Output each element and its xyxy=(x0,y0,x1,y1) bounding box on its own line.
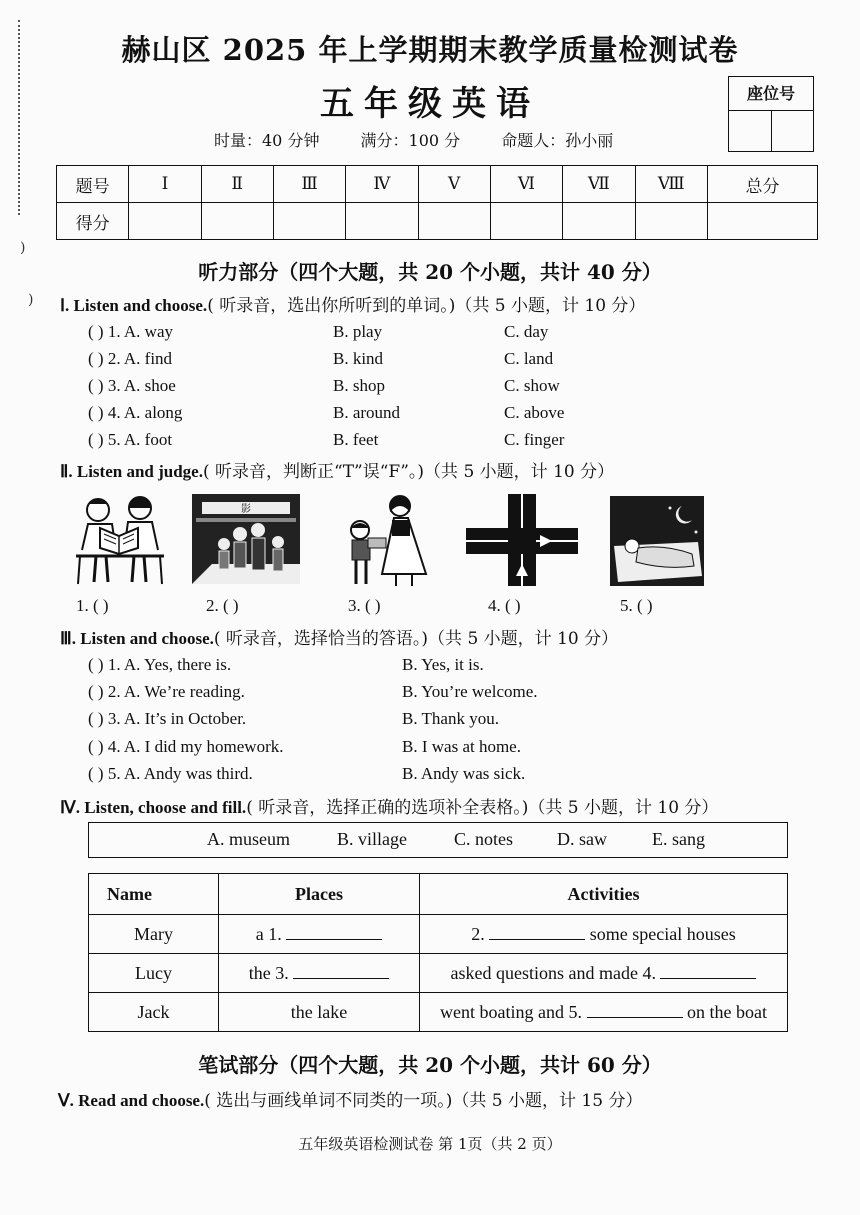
part1-item-b: B. feet xyxy=(333,430,379,449)
cinema-sign-text: 影 xyxy=(241,504,251,515)
activity-suffix: on the boat xyxy=(687,1002,767,1022)
seat-number-cell[interactable] xyxy=(729,111,772,152)
word-option: B. village xyxy=(337,829,407,849)
part1-item-a: ( ) 4. A. along xyxy=(88,403,183,422)
table-row xyxy=(89,915,788,954)
score-cell: Ⅴ xyxy=(418,166,490,203)
activity-suffix: some special houses xyxy=(589,924,736,944)
part3-item-a: ( ) 3. A. It’s in October. xyxy=(88,709,247,728)
seat-number-box xyxy=(728,76,814,152)
activity-cell xyxy=(420,954,788,993)
part1-item-a: ( ) 1. A. way xyxy=(88,322,173,341)
part1-item-c: C. show xyxy=(504,376,560,395)
activity-cell xyxy=(420,915,788,954)
score-input-cell[interactable] xyxy=(490,203,562,240)
score-input-cell[interactable] xyxy=(346,203,418,240)
name-cell: Mary xyxy=(89,915,219,954)
score-cell: 总分 xyxy=(708,166,818,203)
part3-item-b: B. Thank you. xyxy=(402,709,499,728)
word-option: C. notes xyxy=(454,829,514,849)
part3-item-a: ( ) 2. A. We’re reading. xyxy=(88,682,245,701)
score-input-cell[interactable] xyxy=(418,203,490,240)
picture-answer-label: 4. ( ) xyxy=(488,596,521,615)
word-option: D. saw xyxy=(557,829,607,849)
picture-answer-label: 3. ( ) xyxy=(348,596,381,615)
word-option: A. museum xyxy=(207,829,290,849)
picture-answer-label: 2. ( ) xyxy=(206,596,239,615)
table-row xyxy=(89,954,788,993)
fill-table-header-row xyxy=(89,874,788,915)
part4-title-cn: ( 听录音，选择正确的选项补全表格。)（共 5 小题，计 10 分） xyxy=(246,798,719,818)
sleeping-night-picture xyxy=(610,496,704,586)
part3-item-b: B. You’re welcome. xyxy=(402,682,538,701)
exam-meta xyxy=(214,128,649,151)
part1-item-b: B. around xyxy=(333,403,401,422)
word-options-box xyxy=(88,822,788,858)
place-prefix: the 3. xyxy=(248,963,289,983)
name-cell: Lucy xyxy=(89,954,219,993)
column-header-name: Name xyxy=(89,874,219,915)
activity-prefix: 2. xyxy=(471,924,485,944)
score-input-cell[interactable] xyxy=(201,203,273,240)
part3-item-b: B. Yes, it is. xyxy=(402,655,484,674)
part3-item-a: ( ) 5. A. Andy was third. xyxy=(88,764,253,783)
answer-blank[interactable] xyxy=(489,923,585,940)
writing-section-heading: 笔试部分（四个大题，共 20 个小题，共计 60 分） xyxy=(198,1053,662,1077)
part3-title xyxy=(60,624,618,649)
activity-prefix: asked questions and made 4. xyxy=(450,963,656,983)
score-cell: Ⅱ xyxy=(201,166,273,203)
place-cell xyxy=(219,915,420,954)
score-table xyxy=(56,165,818,240)
time-limit: 时量：40 分钟 xyxy=(214,131,320,150)
name-cell: Jack xyxy=(89,993,219,1032)
score-input-cell[interactable] xyxy=(273,203,345,240)
author: 命题人：孙小丽 xyxy=(501,131,614,150)
part5-title xyxy=(58,1086,642,1111)
part3-title-en: Ⅲ. Listen and choose. xyxy=(60,629,214,648)
part2-title-cn: ( 听录音，判断正“T”误“F”。)（共 5 小题，计 10 分） xyxy=(202,462,615,482)
part3-item-a: ( ) 1. A. Yes, there is. xyxy=(88,655,232,674)
part2-title xyxy=(60,457,614,482)
place-prefix: a 1. xyxy=(255,924,282,944)
mother-child-picture xyxy=(338,490,438,588)
answer-blank[interactable] xyxy=(660,962,756,979)
place-cell: the lake xyxy=(219,993,420,1032)
binding-mark: ) xyxy=(20,240,26,256)
part1-item-a: ( ) 2. A. find xyxy=(88,349,173,368)
score-input-cell[interactable] xyxy=(129,203,201,240)
exam-title: 赫山区 2025 年上学期期末教学质量检测试卷 xyxy=(121,33,739,67)
score-table-score-row xyxy=(57,203,818,240)
part5-title-cn: ( 选出与画线单词不同类的一项。)（共 5 小题，计 15 分） xyxy=(204,1091,643,1111)
part1-item-b: B. kind xyxy=(333,349,384,368)
score-cell: Ⅷ xyxy=(635,166,707,203)
answer-blank[interactable] xyxy=(587,1001,683,1018)
part1-item-b: B. shop xyxy=(333,376,385,395)
score-cell: Ⅲ xyxy=(273,166,345,203)
score-cell: Ⅳ xyxy=(346,166,418,203)
score-cell: 题号 xyxy=(57,166,129,203)
part4-title xyxy=(60,793,718,818)
part1-title-cn: ( 听录音，选出你所听到的单词。)（共 5 小题，计 10 分） xyxy=(207,296,646,316)
part1-item-c: C. day xyxy=(504,322,549,341)
score-cell: Ⅶ xyxy=(563,166,635,203)
seat-number-label: 座位号 xyxy=(729,77,813,111)
part3-item-b: B. Andy was sick. xyxy=(402,764,526,783)
score-cell: Ⅰ xyxy=(129,166,201,203)
score-row-label: 得分 xyxy=(57,203,129,240)
part2-title-en: Ⅱ. Listen and judge. xyxy=(60,462,203,481)
seat-number-cell[interactable] xyxy=(772,111,814,152)
part1-item-c: C. finger xyxy=(504,430,565,449)
answer-blank[interactable] xyxy=(293,962,389,979)
word-option: E. sang xyxy=(652,829,705,849)
fill-in-table xyxy=(88,873,788,1032)
part1-item-c: C. land xyxy=(504,349,554,368)
part3-item-a: ( ) 4. A. I did my homework. xyxy=(88,737,284,756)
cinema-picture xyxy=(192,494,300,584)
part1-item-a: ( ) 5. A. foot xyxy=(88,430,173,449)
picture-answer-label: 1. ( ) xyxy=(76,596,109,615)
activity-prefix: went boating and 5. xyxy=(440,1002,582,1022)
picture-answer-label: 5. ( ) xyxy=(620,596,653,615)
binding-mark: ) xyxy=(28,292,34,308)
exam-subtitle: 五年级英语 xyxy=(320,84,540,124)
column-header-places: Places xyxy=(219,874,420,915)
place-cell xyxy=(219,954,420,993)
part5-title-en: Ⅴ. Read and choose. xyxy=(58,1091,205,1110)
part3-title-cn: ( 听录音，选择恰当的答语。)（共 5 小题，计 10 分） xyxy=(213,629,619,649)
score-input-cell[interactable] xyxy=(563,203,635,240)
score-table-header-row xyxy=(57,166,818,203)
part1-item-b: B. play xyxy=(333,322,383,341)
part4-title-en: Ⅳ. Listen, choose and fill. xyxy=(60,798,247,817)
activity-cell xyxy=(420,993,788,1032)
crossroad-picture xyxy=(466,494,578,586)
part1-title-en: Ⅰ. Listen and choose. xyxy=(60,296,208,315)
kids-reading-picture xyxy=(68,490,170,586)
part1-title xyxy=(60,291,645,316)
part3-item-b: B. I was at home. xyxy=(402,737,521,756)
score-input-cell[interactable] xyxy=(708,203,818,240)
page-footer: 五年级英语检测试卷 第 1页（共 2 页） xyxy=(298,1135,562,1153)
column-header-activities: Activities xyxy=(420,874,788,915)
part1-item-a: ( ) 3. A. shoe xyxy=(88,376,176,395)
part1-item-c: C. above xyxy=(504,403,565,422)
table-row xyxy=(89,993,788,1032)
full-score: 满分：100 分 xyxy=(360,131,461,150)
score-cell: Ⅵ xyxy=(490,166,562,203)
score-input-cell[interactable] xyxy=(635,203,707,240)
listening-section-heading: 听力部分（四个大题，共 20 个小题，共计 40 分） xyxy=(198,260,662,284)
answer-blank[interactable] xyxy=(286,923,382,940)
